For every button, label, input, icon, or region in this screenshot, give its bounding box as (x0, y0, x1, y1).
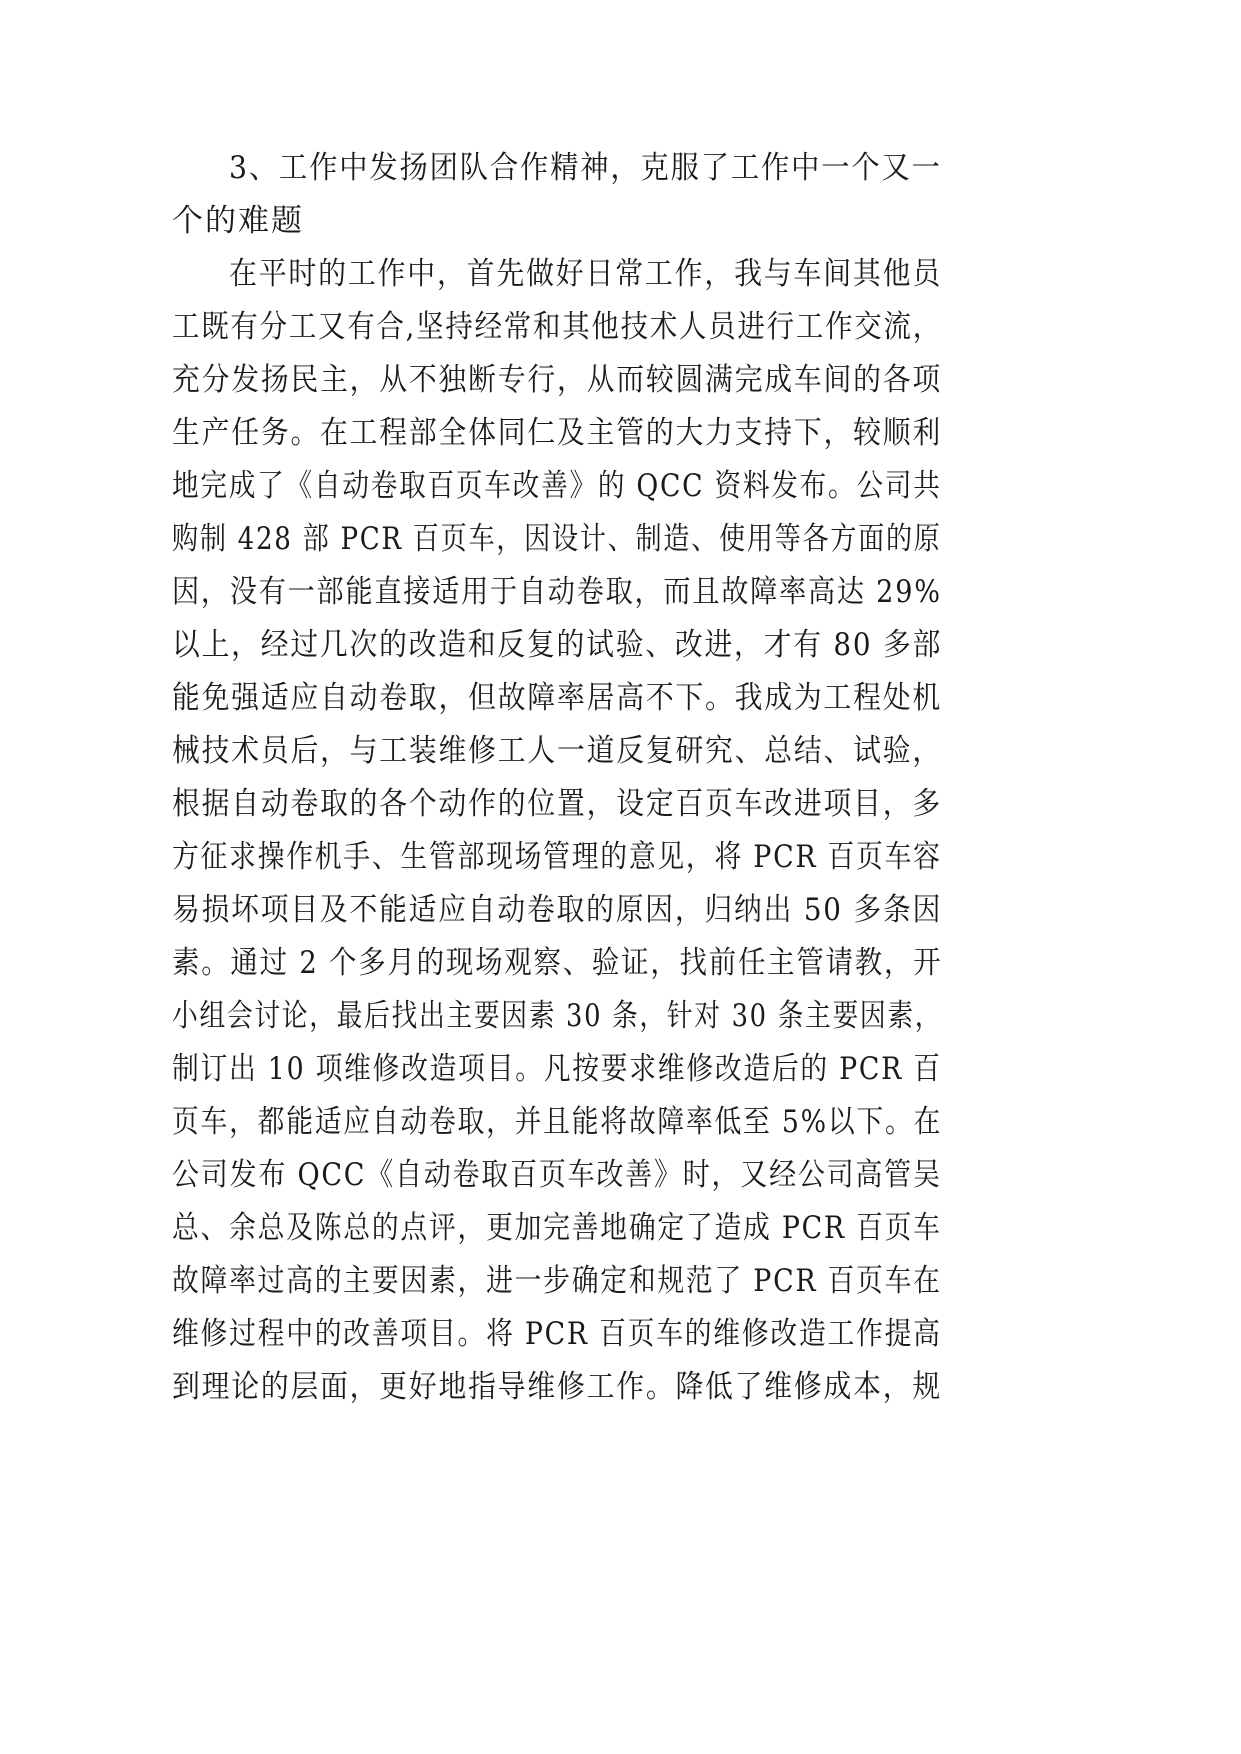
paragraph-line-20: 故障率过高的主要因素，进一步确定和规范了 PCR 百页车在 (172, 1263, 942, 1299)
paragraph-line-7: 因，没有一部能直接适用于自动卷取，而且故障率高达 29% (172, 574, 942, 610)
paragraph-line-8: 以上，经过几次的改造和反复的试验、改进，才有 80 多部 (172, 627, 943, 663)
paragraph-line-16: 制订出 10 项维修改造项目。凡按要求维修改造后的 PCR 百 (172, 1051, 942, 1087)
paragraph-line-21: 维修过程中的改善项目。将 PCR 百页车的维修改造工作提高 (172, 1316, 942, 1352)
paragraph-line-22: 到理论的层面，更好地指导维修工作。降低了维修成本，规 (172, 1369, 942, 1405)
heading-line-2: 个的难题 (172, 203, 304, 239)
paragraph-line-5: 地完成了《自动卷取百页车改善》的 QCC 资料发布。公司共 (172, 468, 942, 504)
paragraph-line-18: 公司发布 QCC《自动卷取百页车改善》时，又经公司高管吴 (172, 1157, 942, 1193)
paragraph-line-4: 生产任务。在工程部全体同仁及主管的大力支持下，较顺利 (172, 415, 942, 451)
heading-line-1: 3、工作中发扬团队合作精神，克服了工作中一个又一 (229, 150, 942, 186)
paragraph-line-9: 能免强适应自动卷取，但故障率居高不下。我成为工程处机 (172, 680, 942, 716)
paragraph-line-11: 根据自动卷取的各个动作的位置，设定百页车改进项目，多 (172, 786, 942, 822)
paragraph-line-19: 总、余总及陈总的点评，更加完善地确定了造成 PCR 百页车 (172, 1210, 942, 1246)
paragraph-line-1: 在平时的工作中，首先做好日常工作，我与车间其他员 (229, 256, 943, 292)
paragraph-line-14: 素。通过 2 个多月的现场观察、验证，找前任主管请教，开 (172, 945, 943, 981)
paragraph-line-17: 页车，都能适应自动卷取，并且能将故障率低至 5%以下。在 (172, 1104, 943, 1140)
paragraph-line-6: 购制 428 部 PCR 百页车，因设计、制造、使用等各方面的原 (172, 521, 942, 557)
paragraph-line-10: 械技术员后，与工装维修工人一道反复研究、总结、试验， (172, 733, 942, 769)
paragraph-line-12: 方征求操作机手、生管部现场管理的意见，将 PCR 百页车容 (172, 839, 942, 875)
paragraph-line-2: 工既有分工又有合,坚持经常和其他技术人员进行工作交流， (172, 309, 942, 345)
paragraph-line-13: 易损坏项目及不能适应自动卷取的原因，归纳出 50 多条因 (172, 892, 943, 928)
paragraph-line-15: 小组会讨论，最后找出主要因素 30 条，针对 30 条主要因素， (172, 998, 943, 1034)
paragraph-line-3: 充分发扬民主，从不独断专行，从而较圆满完成车间的各项 (172, 362, 942, 398)
